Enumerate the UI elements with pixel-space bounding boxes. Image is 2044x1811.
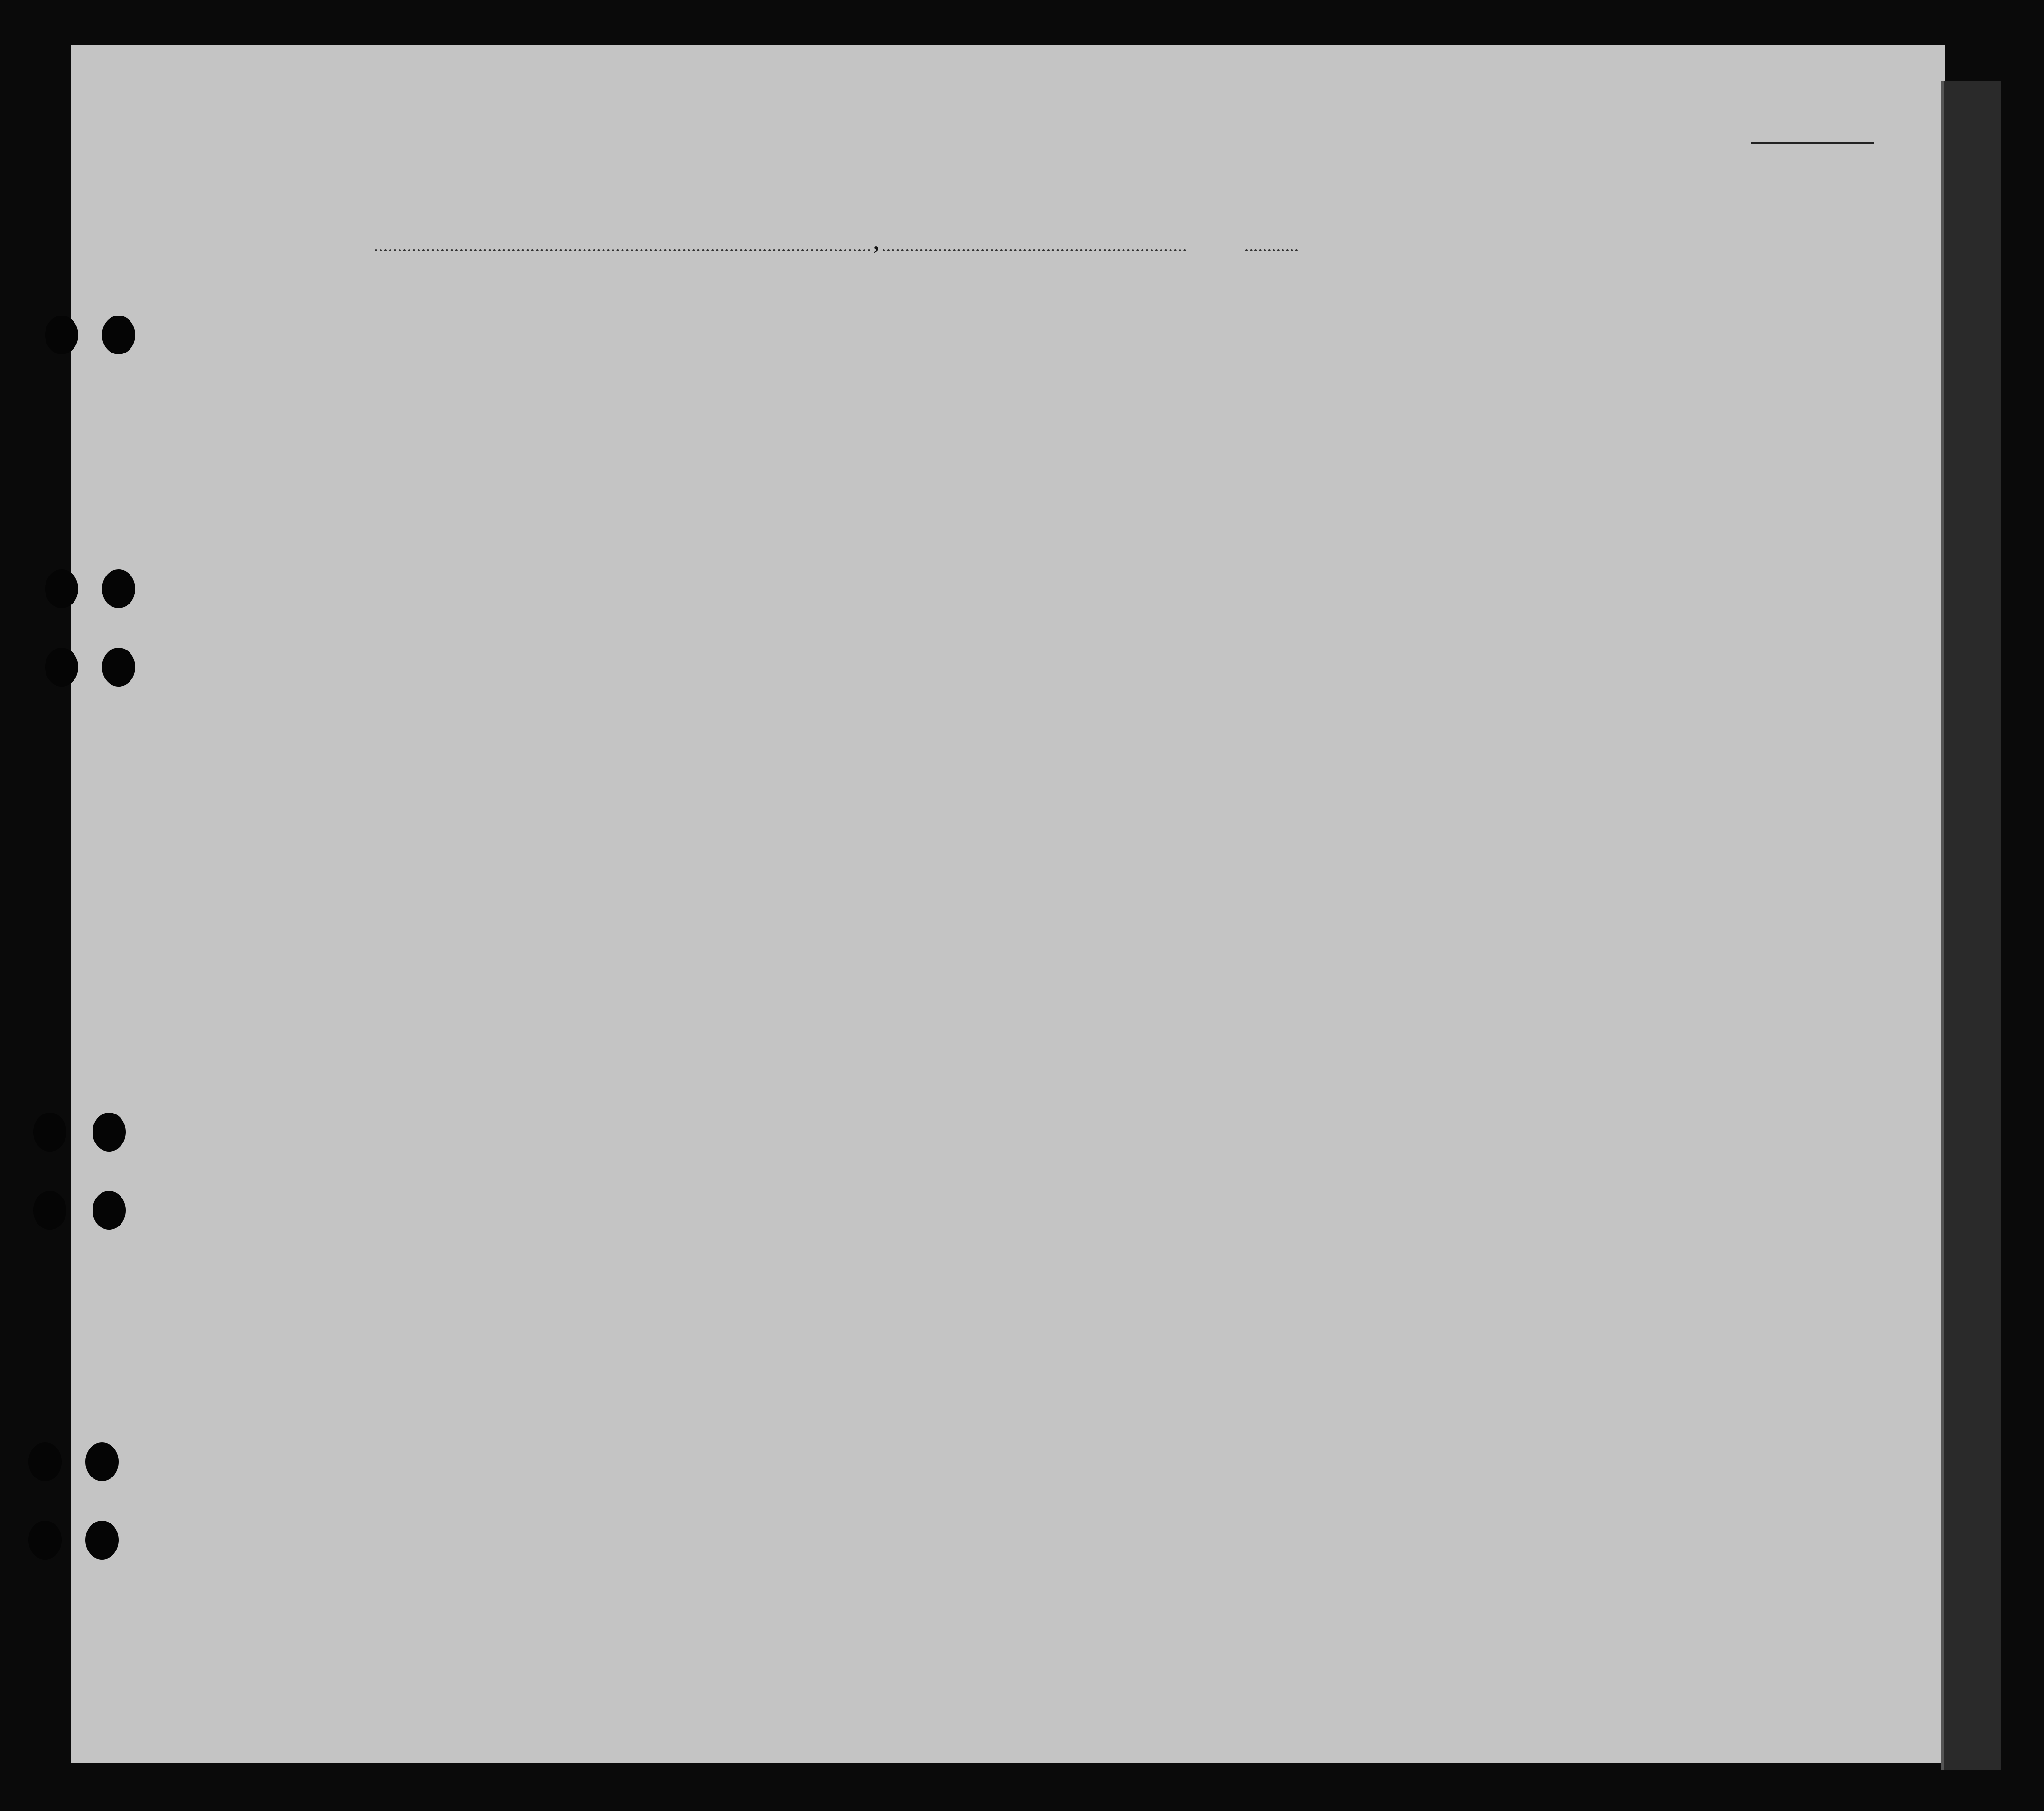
header-prison [1280,323,1313,446]
header-offer-labor [1419,323,1447,446]
header-question-28 [1366,323,1414,446]
header-purpose-return [1171,352,1202,447]
header-anarchist [1347,323,1361,446]
comma: , [873,226,880,255]
header-ticket [599,308,627,444]
header-arrested-deported [1479,323,1494,446]
header-fifty-dollars [725,313,748,446]
header-purpose-length [1209,352,1237,447]
header-purpose-citizen [1242,352,1271,447]
header-polygamist [1320,323,1334,446]
header-excluded-deported [1459,323,1474,446]
